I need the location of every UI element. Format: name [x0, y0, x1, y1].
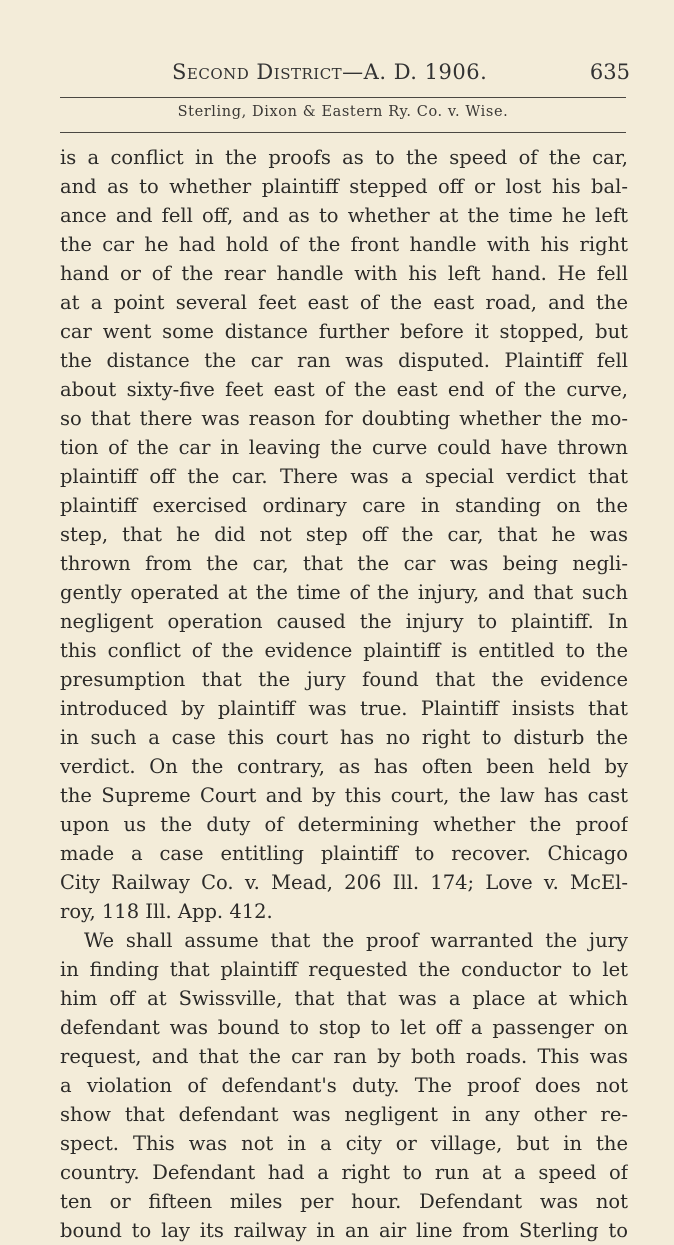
- text-line: hand or of the rear handle with his left hand. He fell: [60, 262, 628, 285]
- text-line: step, that he did not step off the car, that he was: [60, 523, 628, 546]
- text-line: presumption that the jury found that the evidence: [60, 668, 628, 691]
- text-line: in such a case this court has no right to disturb the: [60, 726, 628, 749]
- case-caption: Sterling, Dixon & Eastern Ry. Co. v. Wise.: [177, 104, 509, 120]
- text-line: request, and that the car ran by both roads. This was: [60, 1045, 628, 1068]
- text-line: negligent operation caused the injury to plaintiff. In: [60, 610, 628, 633]
- text-line: plaintiff exercised ordinary care in standing on the: [60, 494, 628, 517]
- text-line: City Railway Co. v. Mead, 206 Ill. 174; Love v. McEl-: [60, 871, 628, 894]
- text-line: him off at Swissville, that that was a place at which: [60, 987, 628, 1010]
- text-line: spect. This was not in a city or village, but in the: [60, 1132, 628, 1155]
- text-line: gently operated at the time of the injury, and that such: [60, 581, 628, 604]
- text-line: plaintiff off the car. There was a special verdict that: [60, 465, 628, 488]
- text-line: so that there was reason for doubting whether the mo-: [60, 407, 628, 430]
- text-line: bound to lay its railway in an air line from Sterling to: [60, 1219, 628, 1242]
- header-rule-top: [60, 97, 626, 98]
- text-line: in finding that plaintiff requested the conductor to let: [60, 958, 628, 981]
- running-head: [60, 58, 630, 88]
- text-line: at a point several feet east of the east road, and the: [60, 291, 628, 314]
- text-line: thrown from the car, that the car was being negli-: [60, 552, 628, 575]
- text-line: show that defendant was negligent in any other re-: [60, 1103, 628, 1126]
- text-line: and as to whether plaintiff stepped off or lost his bal-: [60, 175, 628, 198]
- text-line: about sixty-five feet east of the east end of the curve,: [60, 378, 628, 401]
- text-line: verdict. On the contrary, as has often been held by: [60, 755, 628, 778]
- header-rule-bottom: [60, 132, 626, 133]
- text-line: defendant was bound to stop to let off a passenger on: [60, 1016, 628, 1039]
- page-number: 635: [589, 60, 630, 84]
- text-line: upon us the duty of determining whether the proof: [60, 813, 628, 836]
- text-line: introduced by plaintiff was true. Plaintiff insists that: [60, 697, 628, 720]
- running-title: Second District—A. D. 1906.: [172, 60, 488, 84]
- paragraph-start-line: We shall assume that the proof warranted the jury: [84, 929, 628, 952]
- text-line: the Supreme Court and by this court, the law has cast: [60, 784, 628, 807]
- text-line: ten or fifteen miles per hour. Defendant was not: [60, 1190, 628, 1213]
- text-line: tion of the car in leaving the curve could have thrown: [60, 436, 628, 459]
- text-line: car went some distance further before it stopped, but: [60, 320, 628, 343]
- text-line: a violation of defendant's duty. The proof does not: [60, 1074, 628, 1097]
- text-line: this conflict of the evidence plaintiff is entitled to the: [60, 639, 628, 662]
- text-line: is a conflict in the proofs as to the speed of the car,: [60, 146, 628, 169]
- text-line: the car he had hold of the front handle with his right: [60, 233, 628, 256]
- text-line: ance and fell off, and as to whether at the time he left: [60, 204, 628, 227]
- text-line: country. Defendant had a right to run at a speed of: [60, 1161, 628, 1184]
- body-text: [60, 143, 628, 1245]
- text-line: roy, 118 Ill. App. 412.: [60, 900, 273, 923]
- text-line: made a case entitling plaintiff to recover. Chicago: [60, 842, 628, 865]
- text-line: the distance the car ran was disputed. Plaintiff fell: [60, 349, 628, 372]
